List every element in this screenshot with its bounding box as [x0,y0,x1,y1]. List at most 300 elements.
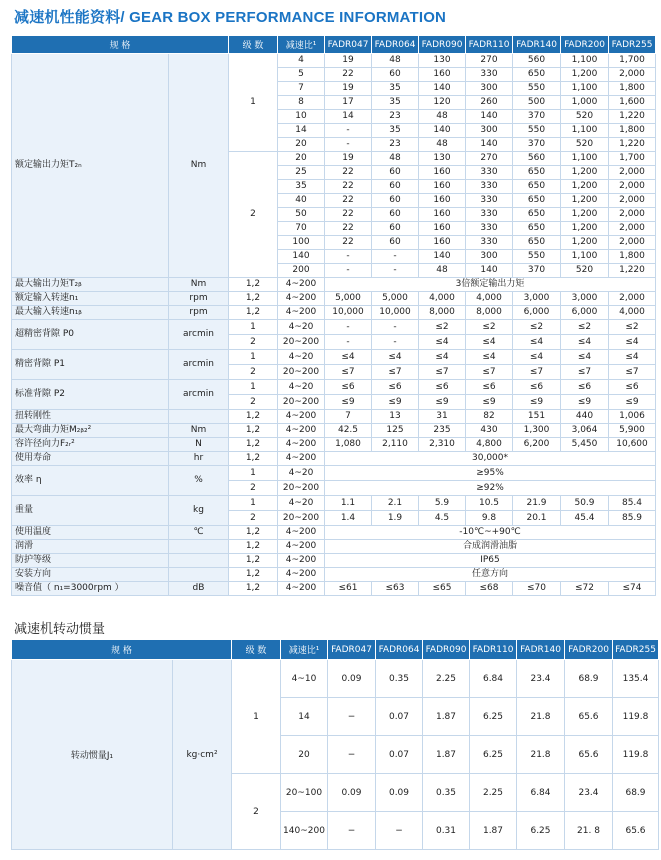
value-cell: 22 [325,166,372,180]
stage-cell: 2 [229,395,278,410]
value-cell: - [372,250,419,264]
value-cell: 330 [466,208,513,222]
value-cell: 48 [419,138,466,152]
value-cell: - [325,320,372,335]
value-cell: 2.25 [423,660,470,698]
table-row [12,54,656,68]
value-cell: 6,000 [561,306,609,320]
value-cell: 330 [466,180,513,194]
header-model: FADR200 [561,36,609,54]
ratio-cell: 4~20 [278,350,325,365]
value-cell: 140 [419,250,466,264]
value-cell: 140 [419,124,466,138]
table-row [12,568,656,582]
value-cell: 130 [419,152,466,166]
value-cell: 6.25 [517,812,565,850]
value-cell: 1,100 [561,152,609,166]
value-cell: 6.25 [470,698,517,736]
value-cell: 10,000 [372,306,419,320]
value-cell: 60 [372,194,419,208]
value-cell: 300 [466,82,513,96]
stage-cell: 1 [229,466,278,481]
value-cell: 19 [325,82,372,96]
value-cell: - [372,264,419,278]
spec-label: 精密背隙 P1 [12,350,169,380]
ratio-cell: 20~200 [278,395,325,410]
value-cell: 1,220 [609,264,656,278]
value-cell: 19 [325,54,372,68]
unit-cell: arcmin [169,320,229,350]
value-cell: 3,000 [561,292,609,306]
table-row [12,320,656,335]
value-cell: 0.09 [328,774,376,812]
merged-value-cell: 30,000* [325,452,656,466]
ratio-cell: 100 [278,236,325,250]
table-row [12,292,656,306]
merged-value-cell: ≥92% [325,481,656,496]
table-row [12,540,656,554]
spec-label: 扭转刚性 [12,410,169,424]
unit-cell: arcmin [169,380,229,410]
value-cell: 23.4 [517,660,565,698]
unit-cell: dB [169,582,229,596]
value-cell: 22 [325,236,372,250]
value-cell: ≤7 [609,365,656,380]
value-cell: ≤7 [466,365,513,380]
ratio-cell: 7 [278,82,325,96]
value-cell: 2,000 [609,180,656,194]
value-cell: 300 [466,124,513,138]
ratio-cell: 4~200 [278,278,325,292]
stage-cell: 1,2 [229,582,278,596]
stage-cell: 1,2 [229,424,278,438]
value-cell: 160 [419,180,466,194]
stage-cell: 2 [229,335,278,350]
spec-label: 转动惯量J₁ [12,660,173,850]
value-cell: 1.87 [423,698,470,736]
value-cell: 23 [372,110,419,124]
stage-cell: 1,2 [229,292,278,306]
value-cell: 3,000 [513,292,561,306]
value-cell: 45.4 [561,511,609,526]
value-cell: 1,200 [561,166,609,180]
value-cell: 1,800 [609,250,656,264]
value-cell: 270 [466,54,513,68]
value-cell: 2.25 [470,774,517,812]
value-cell: 5,900 [609,424,656,438]
value-cell: ≤7 [325,365,372,380]
value-cell: 21.8 [517,736,565,774]
value-cell: 10,000 [325,306,372,320]
value-cell: 550 [513,124,561,138]
ratio-cell: 20 [281,736,328,774]
value-cell: 22 [325,208,372,222]
value-cell: ≤4 [372,350,419,365]
ratio-cell: 5 [278,68,325,82]
value-cell: 0.35 [376,660,423,698]
value-cell: ≤4 [419,335,466,350]
unit-cell [169,540,229,554]
value-cell: 10.5 [466,496,513,511]
header-ratio: 减速比¹ [278,36,325,54]
header-model: FADR064 [372,36,419,54]
value-cell: ≤4 [466,335,513,350]
value-cell: ≤4 [419,350,466,365]
value-cell: 31 [419,410,466,424]
unit-cell: rpm [169,292,229,306]
ratio-cell: 4~200 [278,424,325,438]
value-cell: 300 [466,250,513,264]
value-cell: 6.25 [470,736,517,774]
value-cell: 0.07 [376,698,423,736]
merged-value-cell: IP65 [325,554,656,568]
value-cell: 9.8 [466,511,513,526]
value-cell: 1.1 [325,496,372,511]
header-model: FADR200 [565,640,613,660]
value-cell: 1,800 [609,82,656,96]
value-cell: 330 [466,222,513,236]
value-cell: 119.8 [613,698,659,736]
ratio-cell: 4~200 [278,582,325,596]
value-cell: 140 [466,138,513,152]
value-cell: ≤9 [513,395,561,410]
value-cell: ≤74 [609,582,656,596]
value-cell: 20.1 [513,511,561,526]
ratio-cell: 20~200 [278,511,325,526]
value-cell: 4,800 [466,438,513,452]
value-cell: 23.4 [565,774,613,812]
value-cell: ≤6 [561,380,609,395]
value-cell: 65.6 [565,736,613,774]
value-cell: 1.9 [372,511,419,526]
value-cell: ≤6 [609,380,656,395]
stage-cell: 1 [229,350,278,365]
value-cell: 560 [513,54,561,68]
value-cell: 60 [372,236,419,250]
value-cell: 48 [419,264,466,278]
value-cell: 65.6 [613,812,659,850]
stage-cell: 1,2 [229,540,278,554]
ratio-cell: 14 [278,124,325,138]
value-cell: 2,000 [609,222,656,236]
ratio-cell: 4~200 [278,452,325,466]
value-cell: ≤2 [561,320,609,335]
table-row [12,452,656,466]
value-cell: 1,700 [609,152,656,166]
header-stage: 级 数 [229,36,278,54]
value-cell: 650 [513,194,561,208]
value-cell: 22 [325,222,372,236]
ratio-cell: 4~20 [278,466,325,481]
value-cell: − [376,812,423,850]
header-row [12,36,656,54]
header-model: FADR064 [376,640,423,660]
ratio-cell: 4~20 [278,320,325,335]
value-cell: 270 [466,152,513,166]
ratio-cell: 20 [278,152,325,166]
table-header [12,36,656,54]
spec-label: 容许径向力F₂ᵣ² [12,438,169,452]
table-row [12,424,656,438]
header-model: FADR110 [466,36,513,54]
ratio-cell: 4~200 [278,554,325,568]
spec-label: 标准背隙 P2 [12,380,169,410]
header-ratio: 减速比¹ [281,640,328,660]
value-cell: 650 [513,208,561,222]
ratio-cell: 4~200 [278,292,325,306]
merged-value-cell: 任意方向 [325,568,656,582]
value-cell: 235 [419,424,466,438]
value-cell: 119.8 [613,736,659,774]
value-cell: 23 [372,138,419,152]
value-cell: ≤6 [419,380,466,395]
ratio-cell: 70 [278,222,325,236]
value-cell: 1,800 [609,124,656,138]
spec-label: 超精密背隙 P0 [12,320,169,350]
value-cell: 135.4 [613,660,659,698]
value-cell: ≤9 [372,395,419,410]
value-cell: 3,064 [561,424,609,438]
value-cell: 650 [513,166,561,180]
value-cell: 4.5 [419,511,466,526]
value-cell: ≤65 [419,582,466,596]
spec-label: 使用寿命 [12,452,169,466]
header-model: FADR255 [609,36,656,54]
table-row [12,278,656,292]
header-stage: 级 数 [232,640,281,660]
unit-cell: kg·cm² [173,660,232,850]
value-cell: 2,110 [372,438,419,452]
stage-cell: 1 [229,320,278,335]
value-cell: 21. 8 [565,812,613,850]
value-cell: 68.9 [565,660,613,698]
ratio-cell: 4~20 [278,496,325,511]
value-cell: 35 [372,124,419,138]
value-cell: 68.9 [613,774,659,812]
value-cell: ≤4 [513,350,561,365]
value-cell: ≤7 [561,365,609,380]
ratio-cell: 140 [278,250,325,264]
value-cell: ≤9 [466,395,513,410]
table-row [12,306,656,320]
value-cell: 160 [419,194,466,208]
header-model: FADR047 [325,36,372,54]
value-cell: 520 [561,264,609,278]
ratio-cell: 10 [278,110,325,124]
ratio-cell: 4~200 [278,438,325,452]
value-cell: 1,600 [609,96,656,110]
ratio-cell: 140~200 [281,812,328,850]
header-row [12,640,659,660]
stage-cell: 2 [229,365,278,380]
spec-label: 润滑 [12,540,169,554]
value-cell: − [328,698,376,736]
value-cell: 550 [513,250,561,264]
value-cell: 650 [513,68,561,82]
ratio-cell: 4~200 [278,306,325,320]
stage-cell: 1,2 [229,568,278,582]
value-cell: − [328,812,376,850]
value-cell: 21.9 [513,496,561,511]
merged-value-cell: 3倍额定输出力矩 [325,278,656,292]
value-cell: 2.1 [372,496,419,511]
unit-cell: % [169,466,229,496]
unit-cell: Nm [169,424,229,438]
unit-cell: hr [169,452,229,466]
value-cell: 1,200 [561,180,609,194]
merged-value-cell: 合成润滑油脂 [325,540,656,554]
value-cell: ≤2 [419,320,466,335]
header-spec: 规 格 [12,640,232,660]
value-cell: 370 [513,138,561,152]
stage-cell: 1 [229,54,278,152]
value-cell: 140 [466,264,513,278]
table-row [12,496,656,511]
value-cell: 0.09 [376,774,423,812]
header-model: FADR090 [423,640,470,660]
value-cell: ≤6 [325,380,372,395]
value-cell: - [325,124,372,138]
value-cell: ≤63 [372,582,419,596]
value-cell: 500 [513,96,561,110]
header-model: FADR047 [328,640,376,660]
stage-cell: 1,2 [229,452,278,466]
value-cell: 1.4 [325,511,372,526]
value-cell: 140 [419,82,466,96]
stage-cell: 1 [232,660,281,774]
value-cell: ≤4 [609,335,656,350]
header-model: FADR140 [517,640,565,660]
spec-label: 重量 [12,496,169,526]
table-row [12,582,656,596]
value-cell: 2,000 [609,292,656,306]
value-cell: 120 [419,96,466,110]
value-cell: 6.84 [517,774,565,812]
value-cell: ≤2 [609,320,656,335]
unit-cell: arcmin [169,350,229,380]
value-cell: 2,310 [419,438,466,452]
value-cell: 2,000 [609,194,656,208]
table-row [12,466,656,481]
ratio-cell: 14 [281,698,328,736]
value-cell: 2,000 [609,236,656,250]
stage-cell: 1,2 [229,278,278,292]
value-cell: ≤4 [609,350,656,365]
ratio-cell: 4~200 [278,568,325,582]
table-row [12,554,656,568]
spec-label: 最大弯曲力矩M₂ᵦ₂² [12,424,169,438]
stage-cell: 1,2 [229,306,278,320]
value-cell: - [372,335,419,350]
value-cell: - [325,250,372,264]
value-cell: 330 [466,194,513,208]
spec-label: 最大输入转速n₁ᵦ [12,306,169,320]
value-cell: 21.8 [517,698,565,736]
value-cell: - [372,320,419,335]
value-cell: ≤4 [325,350,372,365]
value-cell: 85.9 [609,511,656,526]
value-cell: 0.07 [376,736,423,774]
header-model: FADR090 [419,36,466,54]
ratio-cell: 200 [278,264,325,278]
value-cell: 6.84 [470,660,517,698]
ratio-cell: 4~200 [278,540,325,554]
value-cell: 160 [419,68,466,82]
value-cell: ≤68 [466,582,513,596]
value-cell: 650 [513,180,561,194]
merged-value-cell: ≥95% [325,466,656,481]
value-cell: ≤9 [325,395,372,410]
value-cell: 35 [372,96,419,110]
performance-table [11,35,656,596]
value-cell: 48 [372,152,419,166]
table-row [12,438,656,452]
value-cell: ≤4 [513,335,561,350]
value-cell: 42.5 [325,424,372,438]
value-cell: ≤6 [513,380,561,395]
value-cell: 0.09 [328,660,376,698]
value-cell: 2,000 [609,208,656,222]
inertia-table [11,639,659,850]
ratio-cell: 20 [278,138,325,152]
value-cell: 50.9 [561,496,609,511]
ratio-cell: 4~200 [278,410,325,424]
spec-label: 使用温度 [12,526,169,540]
value-cell: 550 [513,82,561,96]
value-cell: 1,000 [561,96,609,110]
value-cell: 1,200 [561,194,609,208]
value-cell: 8,000 [419,306,466,320]
value-cell: 650 [513,222,561,236]
inertia-section-title: 减速机转动惯量 [14,621,106,636]
value-cell: 4,000 [609,306,656,320]
unit-cell: kg [169,496,229,526]
spec-label: 额定输出力矩T₂ₙ [12,54,169,278]
value-cell: 370 [513,264,561,278]
value-cell: ≤7 [513,365,561,380]
value-cell: 125 [372,424,419,438]
value-cell: 650 [513,236,561,250]
value-cell: 260 [466,96,513,110]
value-cell: 1,200 [561,68,609,82]
value-cell: 82 [466,410,513,424]
value-cell: 1.87 [470,812,517,850]
value-cell: 5,000 [372,292,419,306]
value-cell: - [325,264,372,278]
stage-cell: 2 [232,774,281,850]
spec-label: 噪音值（ n₁=3000rpm ） [12,582,169,596]
table-header [12,640,659,660]
merged-value-cell: -10℃~+90℃ [325,526,656,540]
value-cell: 1,200 [561,208,609,222]
value-cell: 60 [372,222,419,236]
table-row [12,526,656,540]
value-cell: 6,000 [513,306,561,320]
value-cell: − [328,736,376,774]
ratio-cell: 4 [278,54,325,68]
header-model: FADR110 [470,640,517,660]
value-cell: 1,100 [561,82,609,96]
ratio-cell: 20~200 [278,481,325,496]
value-cell: 370 [513,110,561,124]
stage-cell: 2 [229,152,278,278]
value-cell: 1,100 [561,124,609,138]
page-title: 减速机性能资料/ GEAR BOX PERFORMANCE INFORMATION [14,9,447,26]
value-cell: 4,000 [419,292,466,306]
value-cell: 0.35 [423,774,470,812]
unit-cell: Nm [169,278,229,292]
unit-cell [169,410,229,424]
